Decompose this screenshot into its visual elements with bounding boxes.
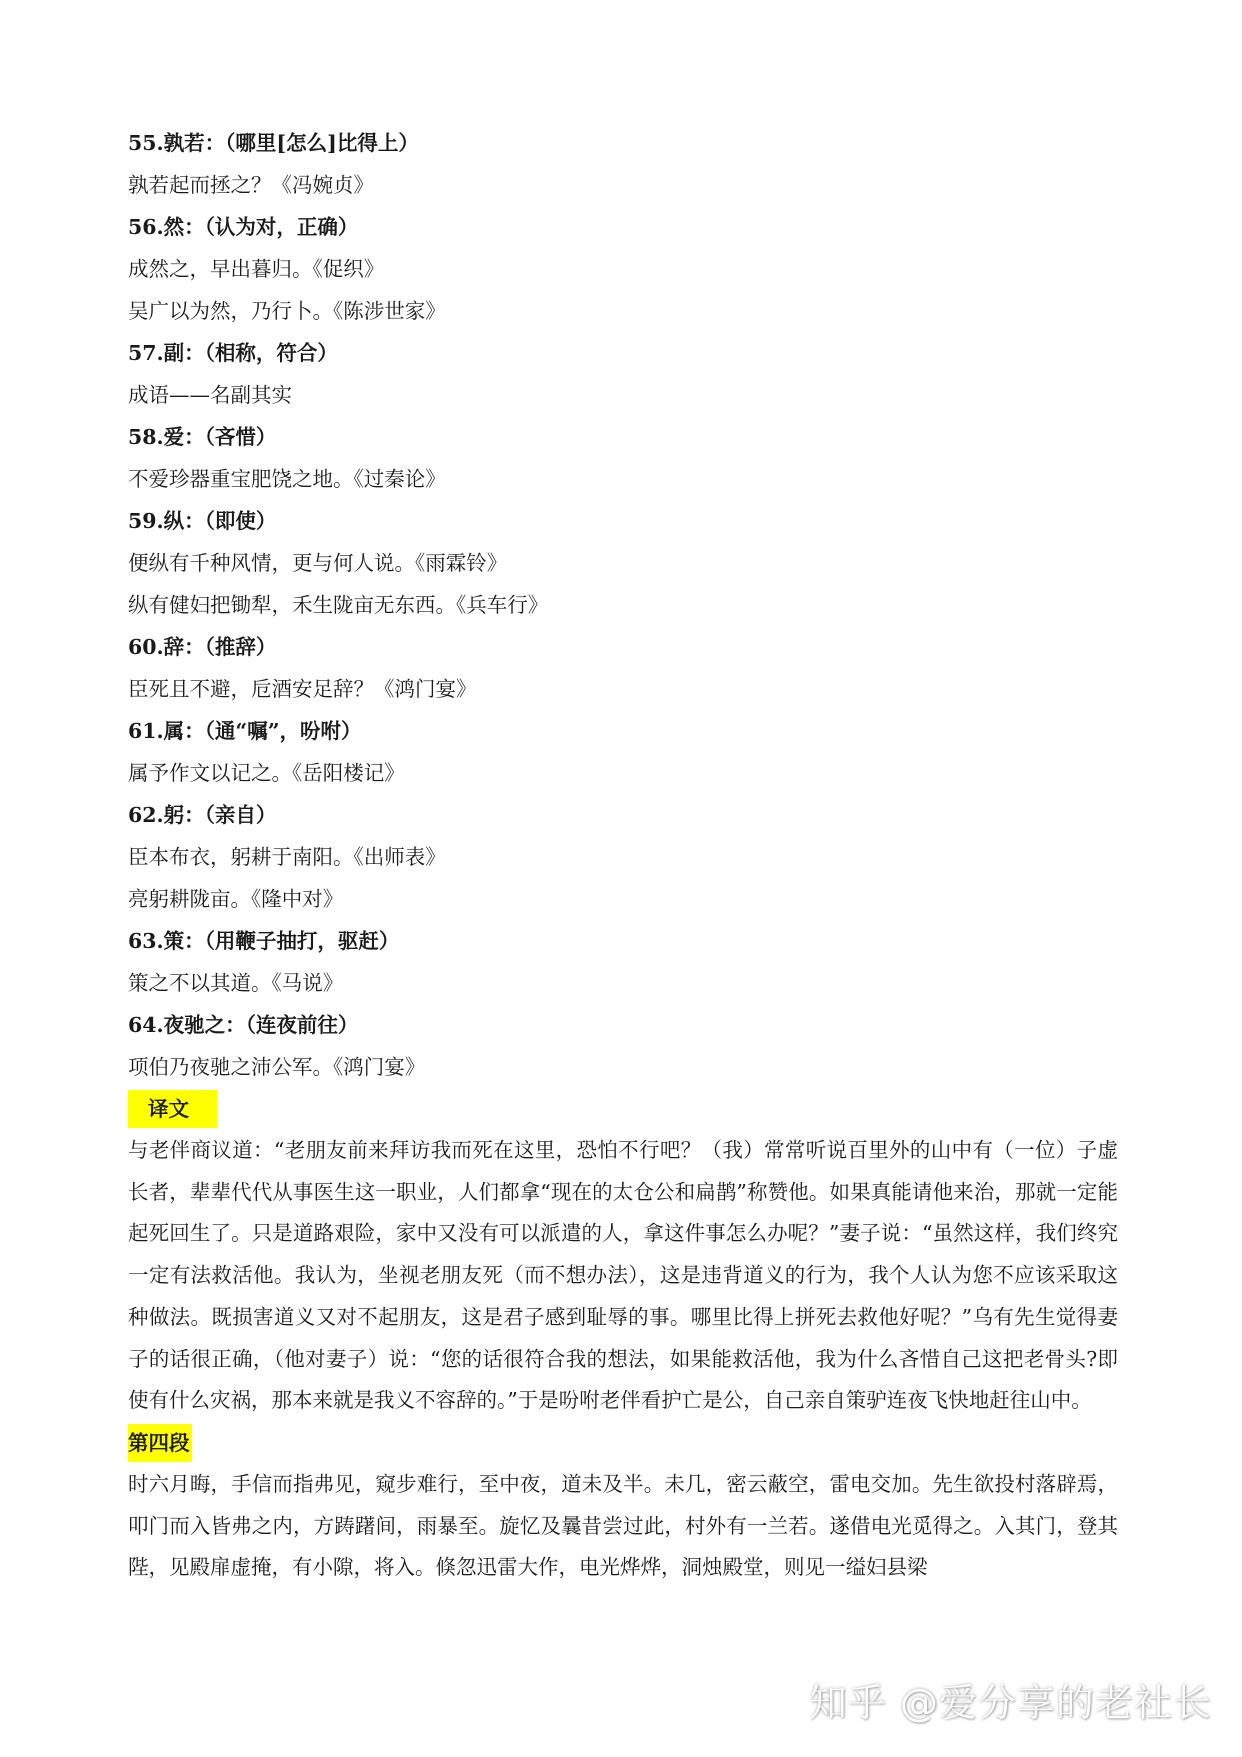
zhihu-watermark: 知乎 @爱分享的老社长 [808, 1681, 1212, 1725]
entry-example: 臣死且不避，卮酒安足辞？《鸿门宴》 [128, 677, 477, 701]
entry-heading: 56.然：（认为对，正确） [128, 215, 359, 239]
entry-example: 纵有健妇把锄犁，禾生陇亩无东西。《兵车行》 [128, 593, 549, 617]
entry-example: 成语——名副其实 [128, 383, 292, 407]
section4-paragraph: 时六月晦，手信而指弗见，窥步难行，至中夜，道未及半。未几，密云蔽空，雷电交加。先生欲投村落辟焉，叩门而入皆弗之内，方踌躇间，雨暴至。旋忆及曩昔尝过此，村外有一兰若。遂借电光觅得之。入其门，登其陛，见殿扉虚掩，有小隙，将入。倏忽迅雷大作，电光烨烨，洞烛殿堂，则见一缢妇县梁 [128, 1471, 1118, 1580]
entry-example: 便纵有千种风情，更与何人说。《雨霖铃》 [128, 551, 508, 575]
entry-heading: 59.纵：（即使） [128, 509, 277, 533]
entry-heading: 57.副：（相称，符合） [128, 341, 338, 365]
entry-heading: 55.孰若：（哪里[怎么]比得上） [128, 131, 419, 155]
entry-example: 策之不以其道。《马说》 [128, 971, 344, 995]
entry-heading: 58.爱：（吝惜） [128, 425, 277, 449]
translation-heading [128, 1088, 1118, 1130]
entry-heading: 60.辞：（推辞） [128, 635, 277, 659]
entry-example: 不爱珍器重宝肥饶之地。《过秦论》 [128, 467, 446, 491]
entry-heading: 61.属：（通“嘱”，吩咐） [128, 719, 362, 743]
entry-example: 孰若起而拯之？《冯婉贞》 [128, 173, 374, 197]
entry-example: 项伯乃夜驰之沛公军。《鸿门宴》 [128, 1055, 426, 1079]
document-page [128, 122, 1118, 1589]
section4-heading [128, 1422, 1118, 1464]
entry-example: 吴广以为然，乃行卜。《陈涉世家》 [128, 299, 446, 323]
section4-label: 第四段 [128, 1424, 192, 1462]
translation-paragraph: 与老伴商议道：“老朋友前来拜访我而死在这里，恐怕不行吧？（我）常常听说百里外的山中有（一位）子虚长者，辈辈代代从事医生这一职业，人们都拿“现在的太仓公和扁鹊”称赞他。如果真能请他来治，那就一定能起死回生了。只是道路艰险，家中又没有可以派遣的人，拿这件事怎么办呢？”妻子说：“虽然这样，我们终究一定有法救活他。我认为，坐视老朋友死（而不想办法），这是违背道义的行为，我个人认为您不应该采取这种做法。既损害道义又对不起朋友，这是君子感到耻辱的事。哪里比得上拼死去救他好呢？”乌有先生觉得妻子的话很正确，（他对妻子）说：“您的话很符合我的想法，如果能救活他，我为什么吝惜自己这把老骨头?即使有什么灾祸，那本来就是我义不容辞的。”于是吩咐老伴看护亡是公，自己亲自策驴连夜飞快地赶往山中。 [128, 1138, 1118, 1413]
vocabulary-list [128, 122, 1118, 1088]
entry-example: 亮躬耕陇亩。《隆中对》 [128, 887, 344, 911]
entry-example: 成然之，早出暮归。《促织》 [128, 257, 385, 281]
entry-heading: 64.夜驰之：（连夜前往） [128, 1013, 359, 1037]
entry-heading: 62.躬：（亲自） [128, 803, 277, 827]
entry-heading: 63.策：（用鞭子抽打，驱赶） [128, 929, 400, 953]
translation-label: 译文 [128, 1090, 217, 1128]
entry-example: 臣本布衣，躬耕于南阳。《出师表》 [128, 845, 446, 869]
entry-example: 属予作文以记之。《岳阳楼记》 [128, 761, 405, 785]
